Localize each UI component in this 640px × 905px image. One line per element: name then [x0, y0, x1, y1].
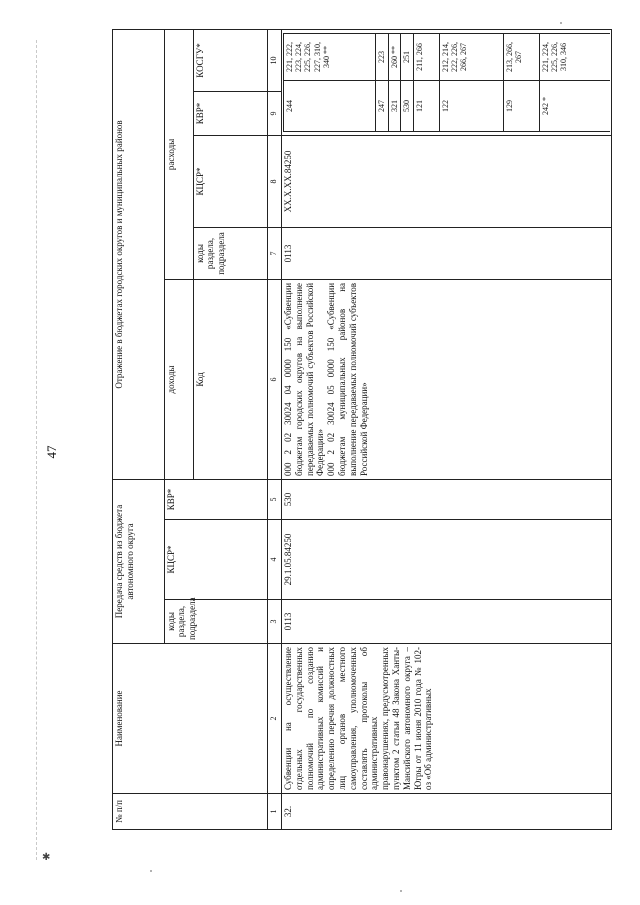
row-section-2: 0113	[282, 227, 612, 279]
header-income: доходы	[164, 279, 193, 479]
expense-line	[376, 33, 389, 131]
expense-line	[388, 33, 401, 131]
column-number: 1	[268, 794, 282, 830]
expense-line	[413, 33, 439, 131]
header-expense: расходы	[164, 29, 193, 279]
row-number: 32.	[282, 794, 612, 830]
expense-kvr: 321	[388, 80, 401, 131]
expense-kosgu: 221, 224, 225, 226, 310, 346	[539, 33, 610, 80]
row-kvr: 530	[282, 479, 612, 519]
income-code-2: 000 2 02 30024 05 0000 150 «Субвенции бюджетам муниципальных районов на выполнение передаваемых полномочий субъектов Российской Федерации»	[326, 282, 369, 476]
row-kcsr: 29.1.05.84250	[282, 520, 612, 600]
table-row	[282, 29, 612, 829]
scan-speck	[560, 22, 562, 24]
scan-mark: ✱	[42, 852, 51, 863]
header-section-code: коды раздела, подраздела	[164, 600, 267, 644]
expense-subtable	[283, 33, 610, 132]
expense-line	[539, 33, 610, 131]
header-section-code-2: коды раздела, подраздела	[193, 227, 267, 279]
header-transfer-group: Передача средств из бюджета автономного округа	[113, 479, 165, 643]
column-number: 8	[268, 135, 282, 227]
expense-kvr: 121	[413, 80, 439, 131]
rotated-table-container	[112, 30, 612, 830]
expense-kosgu: 213, 266, 267	[503, 33, 539, 80]
expense-kosgu: 251	[401, 33, 414, 80]
expense-kosgu: 260 **	[388, 33, 401, 80]
expense-lines	[282, 29, 612, 135]
expense-kosgu: 211, 266	[413, 33, 439, 80]
header-kcsr-2: КЦСР*	[193, 135, 267, 227]
expense-kvr: 242 *	[539, 80, 610, 131]
expense-kvr: 122	[439, 80, 503, 131]
column-number: 6	[268, 279, 282, 479]
column-number: 5	[268, 479, 282, 519]
header-kcsr: КЦСР*	[164, 520, 267, 600]
column-number: 7	[268, 227, 282, 279]
header-reflection-group: Отражение в бюджетах городских округов и муниципальных районов	[113, 29, 165, 479]
expense-kosgu: 221, 222, 223, 224, 225, 226, 227, 310, 340 **	[284, 33, 376, 80]
column-number: 4	[268, 520, 282, 600]
row-section: 0113	[282, 600, 612, 644]
column-number: 9	[268, 91, 282, 135]
row-income-codes	[282, 279, 612, 479]
row-kcsr-2: XX.X.XX.84250	[282, 135, 612, 227]
row-name: Субвенции на осуществление отдельных государственных полномочий по созданию административных комиссий и определению перечня должностных лиц органов местного самоуправления, уполномоченных составлять протоколы об административных правонарушениях, предусмотренных пунктом 2 статьи 48 Закона Ханты-Мансийского автономного округа – Югры от 11 июня 2010 года № 102-оз «Об административных	[282, 644, 612, 794]
expense-kvr: 247	[376, 80, 389, 131]
expense-kvr: 244	[284, 80, 376, 131]
header-code: Код	[193, 279, 267, 479]
header-no: № п/п	[113, 794, 268, 830]
expense-kosgu: 212, 214, 222, 226, 266, 267	[439, 33, 503, 80]
header-kvr-2: КВР*	[193, 91, 267, 135]
income-code-1: 000 2 02 30024 04 0000 150 «Субвенции бюджетам городских округов на выполнение передаваемых полномочий субъектов Российской Федерации»	[283, 282, 326, 476]
expense-kvr: 530	[401, 80, 414, 131]
column-number: 3	[268, 600, 282, 644]
expense-line	[503, 33, 539, 131]
header-name: Наименование	[113, 644, 268, 794]
expense-line	[401, 33, 414, 131]
expense-kvr: 129	[503, 80, 539, 131]
header-kosgu: КОСГУ*	[193, 29, 267, 91]
budget-table	[112, 29, 612, 830]
column-number: 10	[268, 29, 282, 91]
expense-line	[284, 33, 376, 131]
page-number: 47	[44, 445, 59, 459]
column-number-row	[268, 29, 282, 829]
scan-speck	[150, 870, 152, 872]
expense-line	[439, 33, 503, 131]
scan-speck	[400, 890, 402, 892]
header-kvr: КВР*	[164, 479, 267, 519]
header-row-1	[113, 29, 165, 829]
scan-margin-rule	[36, 40, 37, 860]
column-number: 2	[268, 644, 282, 794]
expense-kosgu: 223	[376, 33, 389, 80]
